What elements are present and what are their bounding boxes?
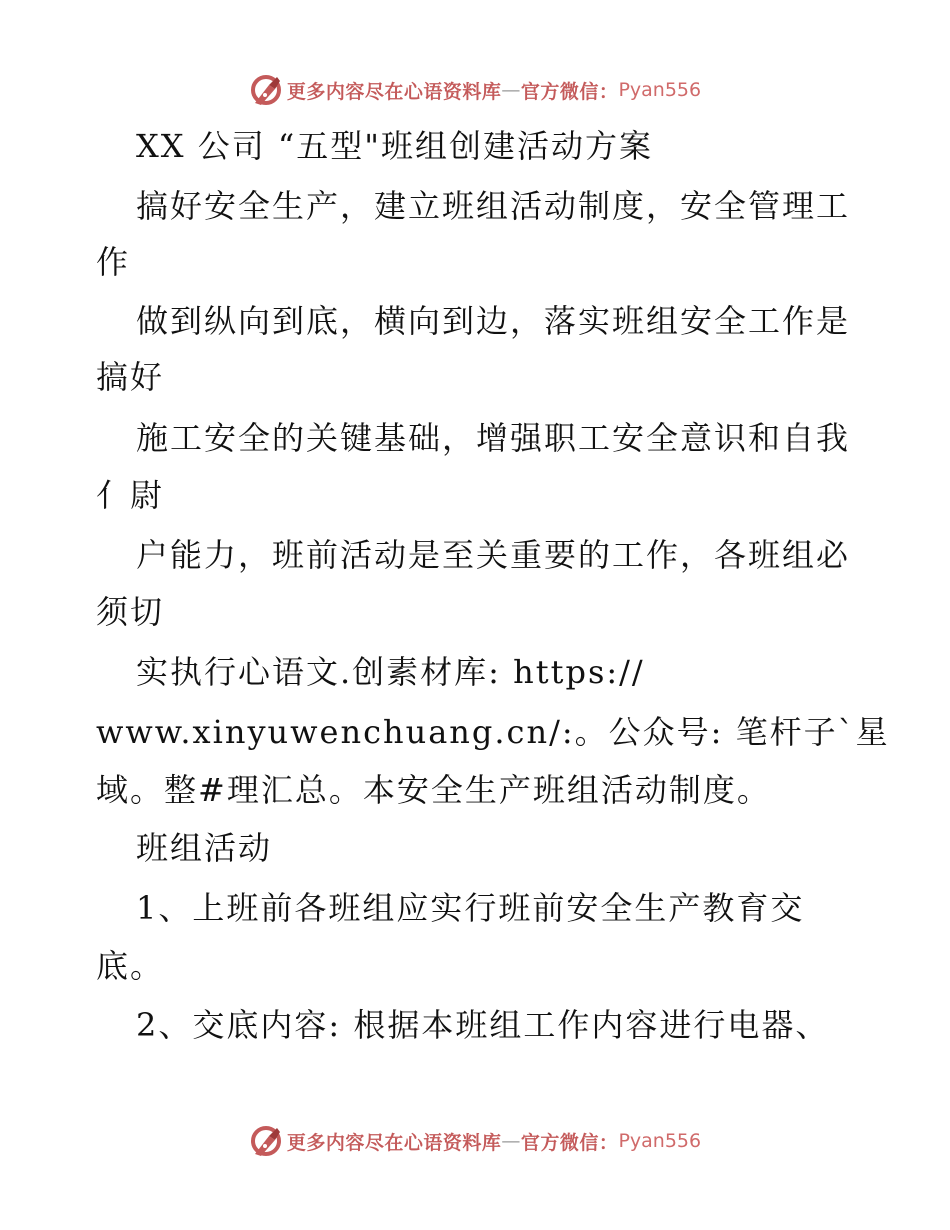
header-brand-text: 更多内容尽在心语资料库 bbox=[286, 80, 502, 103]
footer-wechat-label: 官方微信： bbox=[520, 1131, 619, 1154]
doc-line: 实执行心语文.创素材库: https:// bbox=[136, 653, 645, 691]
doc-line: 域。整#理汇总。本安全生产班组活动制度。 bbox=[96, 771, 771, 809]
doc-line: 搞好安全生产，建立班组活动制度，安全管理工 bbox=[136, 187, 851, 225]
doc-line: 须切 bbox=[96, 593, 165, 631]
footer-dash: — bbox=[501, 1130, 521, 1152]
doc-line: 1、上班前各班组应实行班前安全生产教育交 bbox=[136, 889, 805, 927]
footer-wechat-id: Pyan556 bbox=[618, 1130, 702, 1152]
doc-line: 2、交底内容: 根据本班组工作内容进行电器、 bbox=[136, 1006, 830, 1044]
doc-title: XX 公司 “五型"班组创建活动方案 bbox=[136, 127, 653, 165]
doc-section-heading: 班组活动 bbox=[136, 829, 273, 867]
doc-line: 搞好 bbox=[96, 358, 165, 396]
header-wechat-id: Pyan556 bbox=[618, 79, 702, 101]
footer-brand-text: 更多内容尽在心语资料库 bbox=[286, 1131, 502, 1154]
header-dash: — bbox=[501, 79, 521, 101]
doc-line: 作 bbox=[96, 243, 131, 281]
doc-line: 施工安全的关键基础，增强职工安全意识和自我 bbox=[136, 419, 851, 457]
doc-line: 做到纵向到底，横向到边，落实班组安全工作是 bbox=[136, 302, 851, 340]
doc-line: www.xinyuwenchuang.cn/:。公众号: 笔杆子`星 bbox=[96, 713, 890, 751]
doc-line: 户能力，班前活动是至关重要的工作，各班组必 bbox=[136, 536, 851, 574]
doc-line: 亻尉 bbox=[96, 476, 165, 514]
header-wechat-label: 官方微信： bbox=[520, 80, 619, 103]
footer-watermark-banner bbox=[0, 1121, 950, 1161]
pen-logo-icon bbox=[249, 1124, 283, 1158]
doc-line: 底。 bbox=[96, 947, 165, 985]
